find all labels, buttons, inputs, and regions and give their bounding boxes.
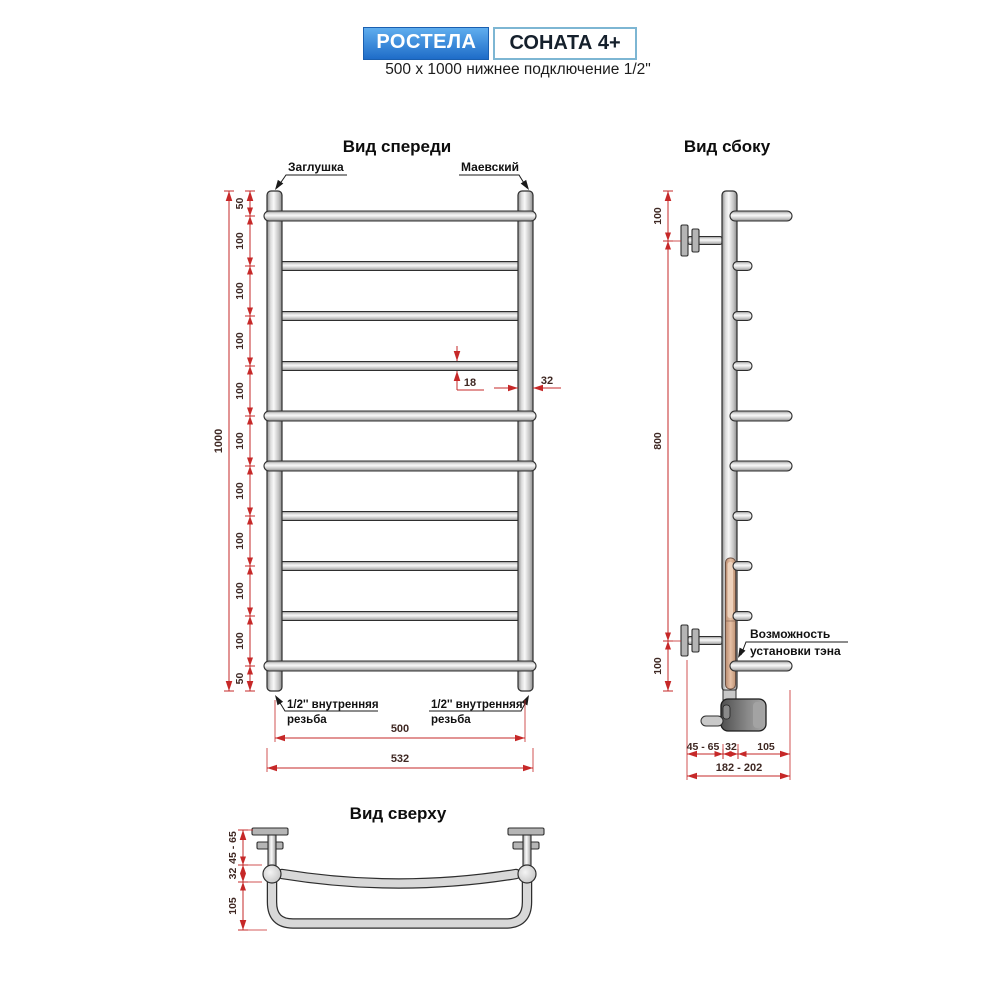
thread-leader-right: [429, 694, 532, 726]
plug-leader: [272, 160, 347, 192]
top-bracket-value: 45 - 65: [227, 831, 239, 864]
wall-brackets: [681, 225, 699, 656]
front-dimension-chain: [234, 191, 255, 691]
heater-note-line1: Возможность: [750, 627, 831, 641]
top-brackets: [252, 828, 544, 867]
heater-note-line2: установки тэна: [750, 644, 841, 658]
overall-depth-value: 182 - 202: [715, 762, 763, 774]
side-rungs: [730, 211, 792, 671]
front-overall-height: [213, 191, 234, 691]
top-view-title: Вид сверху: [349, 804, 447, 823]
width-overall-dim: [267, 748, 533, 772]
svg-text:резьба: резьба: [287, 714, 327, 726]
tube-section-left: [263, 865, 281, 883]
shelf-depth-value: 105: [757, 741, 775, 753]
model-badge: СОНАТА 4+: [493, 27, 636, 60]
svg-text:1/2'' внутренняя: 1/2'' внутренняя: [431, 699, 523, 711]
bracket-depth-value: 45 - 65: [686, 741, 720, 753]
top-depth-value: 105: [227, 897, 239, 915]
svg-text:100: 100: [234, 632, 246, 650]
top-tube-value: 32: [227, 867, 239, 880]
side-view-title: Вид сбоку: [683, 137, 771, 156]
air-valve-label: Маевский: [461, 160, 520, 174]
side-dimension-chain: [652, 191, 681, 691]
width-overall-value: 532: [390, 753, 410, 765]
top-view: [227, 804, 544, 930]
size-subtitle: 500 x 1000 нижнее подключение 1/2": [385, 61, 651, 78]
tube-section-right: [518, 865, 536, 883]
tube-depth-value: 32: [725, 741, 737, 753]
svg-text:50: 50: [234, 672, 246, 685]
svg-text:1/2'' внутренняя: 1/2'' внутренняя: [287, 699, 379, 711]
cable-gland: [701, 716, 723, 726]
svg-text:100: 100: [234, 332, 246, 350]
svg-text:100: 100: [652, 207, 664, 225]
heater-note: [735, 627, 848, 659]
svg-text:800: 800: [652, 432, 664, 450]
overall-height-value: 1000: [213, 428, 225, 454]
brand-logo: РОСТЕЛА: [363, 27, 489, 60]
svg-text:резьба: резьба: [431, 714, 471, 726]
rung-diameter-value: 18: [463, 377, 477, 389]
width-centers-value: 500: [390, 723, 410, 735]
shallow-rung: [282, 874, 516, 884]
svg-text:100: 100: [234, 582, 246, 600]
svg-text:100: 100: [234, 432, 246, 450]
svg-text:50: 50: [234, 197, 246, 210]
thread-leader-left: [272, 693, 378, 726]
front-straight-rungs: [274, 262, 526, 621]
side-bracket-rods: [688, 237, 722, 645]
side-view: [652, 137, 848, 780]
svg-text:100: 100: [234, 532, 246, 550]
svg-text:100: 100: [234, 282, 246, 300]
air-valve-leader: [459, 160, 532, 192]
header: [0, 27, 1000, 60]
tube-diameter-value: 32: [540, 375, 554, 387]
svg-text:100: 100: [234, 232, 246, 250]
electric-housing: [701, 690, 766, 731]
svg-text:100: 100: [652, 657, 664, 675]
front-view-title: Вид спереди: [342, 137, 452, 156]
front-view: [213, 137, 561, 772]
plug-label: Заглушка: [288, 160, 344, 174]
svg-text:100: 100: [234, 482, 246, 500]
svg-text:100: 100: [234, 382, 246, 400]
front-curved-rungs: [264, 211, 536, 671]
